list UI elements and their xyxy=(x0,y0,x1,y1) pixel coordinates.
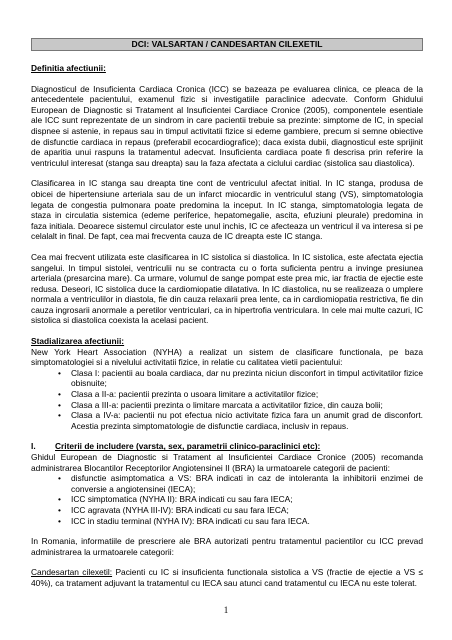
criteria-list xyxy=(31,473,423,526)
candesartan-text: Pacienti cu IC si insuficienta functionala sistolica a VS (fractie de ejectie a VS ≤ 40%), ca tratament adjuvant la tratamentul cu IECA sau atunci cand tratamentul cu IECA nu este tolerat. xyxy=(31,567,423,588)
criteria-number: I. xyxy=(31,441,36,452)
nyha-class-list xyxy=(31,368,423,432)
list-item: • Clasa I: pacientii au boala cardiaca, dar nu prezinta niciun disconfort in timpul activitatilor fizice obisnuite; xyxy=(71,368,423,389)
definition-paragraph-3: Cea mai frecvent utilizata este clasificarea in IC sistolica si diastolica. In IC sistolica, este afectata ejectia sangelui. In timpul sistolei, ventriculii nu se contracta cu o forta suficienta pentru a invinge presiunea arteriala (presarcina mare). Ca urmare, volumul de sange pompat este prea mic, iar fractia de ejectie este redusa. Deseori, IC sistolica duce la cardiomiopatie dilatativa. In IC diastolica, nu se realizeaza o umplere normala a ventriculilor in diastola, fie din cauza relaxarii prea lente, ca in cardiomiopatia restrictiva, fie din cauza ingrosarii anormale a peretilor ventriculari, ca in hipertrofia ventriculara. In cele mai multe cazuri, IC sistolica si diastolica coexista la acelasi pacient. xyxy=(31,251,423,326)
candesartan-label: Candesartan cilexetil: xyxy=(31,567,113,578)
romania-paragraph: In Romania, informatiile de prescriere ale BRA autorizati pentru tratamentul pacientilor cu ICC prevad administrarea la urmatoarele categorii: xyxy=(31,536,423,557)
staging-heading: Stadializarea afectiunii: xyxy=(31,336,125,347)
page-number: 1 xyxy=(223,605,229,615)
list-item: • ICC simptomatica (NYHA II): BRA indicati cu sau fara IECA; xyxy=(71,494,423,505)
staging-intro: New York Heart Association (NYHA) a realizat un sistem de clasificare functionala, pe baza simptomatologiei si a nivelului activitatii fizice, in relatie cu calitatea vietii pacientului: xyxy=(31,346,423,368)
document-title: DCI: VALSARTAN / CANDESARTAN CILEXETIL xyxy=(31,38,423,51)
candesartan-paragraph xyxy=(31,567,423,588)
criteria-intro: Ghidul European de Diagnostic si Tratament al Insuficientei Cardiace Cronice (2005) recomanda administrarea Blocantilor Receptorilor Angiotensinei II (BRA) la urmatoarele categorii de pacienti: xyxy=(31,452,423,473)
list-item: • disfunctie asimptomatica a VS: BRA indicati in caz de intoleranta la inhibitorii enzimei de conversie a angiotensinei (IECA); xyxy=(71,473,423,494)
definition-heading: Definitia afectiunii: xyxy=(31,63,106,73)
document-body xyxy=(31,38,423,599)
list-item: • Clasa a IV-a: pacientii nu pot efectua nicio activitate fizica fara un anumit grad de disconfort. Acestia prezinta simptomatologie de disfunctie cardiaca, inclusiv in repaus. xyxy=(71,410,423,431)
list-item: • Clasa a III-a: pacientii prezinta o limitare marcata a activitatilor fizice, din cauza bolii; xyxy=(71,400,423,411)
list-item: • ICC in stadiu terminal (NYHA IV): BRA indicati cu sau fara IECA. xyxy=(71,516,423,527)
definition-paragraph-2: Clasificarea in IC stanga sau dreapta tine cont de ventriculul afectat initial. In IC stanga, produsa de obicei de hipertensiune arteriala sau de un infarct miocardic in ventriculul stang (VS), simptomatologia legata de congestia pulmonara poate predomina la inceput. In IC stanga, simptomatologia legata de staza in circulatia sistemica (edeme periferice, hepatomegalie, ascita, efuziuni pleurale) predomina in faza initiala. Deoarece sistemul circulator este unul inchis, IC ce afecteaza un ventricul il va interesa si pe celalalt in final. De fapt, cea mai frecventa cauza de IC dreapta este IC stanga. xyxy=(31,178,423,242)
list-item: • ICC agravata (NYHA III-IV): BRA indicati cu sau fara IECA; xyxy=(71,505,423,516)
list-item: • Clasa a II-a: pacientii prezinta o usoara limitare a activitatilor fizice; xyxy=(71,389,423,400)
definition-paragraph-1: Diagnosticul de Insuficienta Cardiaca Cronica (ICC) se bazeaza pe evaluarea clinica, ce pleaca de la antecedentele pacientului, examenul fizic si investigatiile paraclinice adecvate. Conform Ghidului European de Diagnostic si Tratament al Insuficientei Cardiace Cronice (2005), componentele esentiale ale ICC sunt reprezentate de un sindrom in care pacientii trebuie sa prezinte: simptome de IC, in special dispnee si astenie, in repaus sau in timpul activitatii fizice si edeme gambiere, precum si semne obiective de disfunctie cardiaca in repaus (preferabil ecocardiografice); daca exista dubii, diagnosticul este sprijinit de aparitia unui raspuns la tratamentul adecvat. Insuficienta cardiaca poate fi descrisa prin referire la ventriculul interesat (stanga sau dreapta) sau la faza afectata a ciclului cardiac (sistolica sau diastolica). xyxy=(31,83,423,168)
criteria-heading-text: Criterii de includere (varsta, sex, parametrii clinico-paraclinici etc): xyxy=(55,441,321,452)
criteria-heading xyxy=(31,441,423,452)
